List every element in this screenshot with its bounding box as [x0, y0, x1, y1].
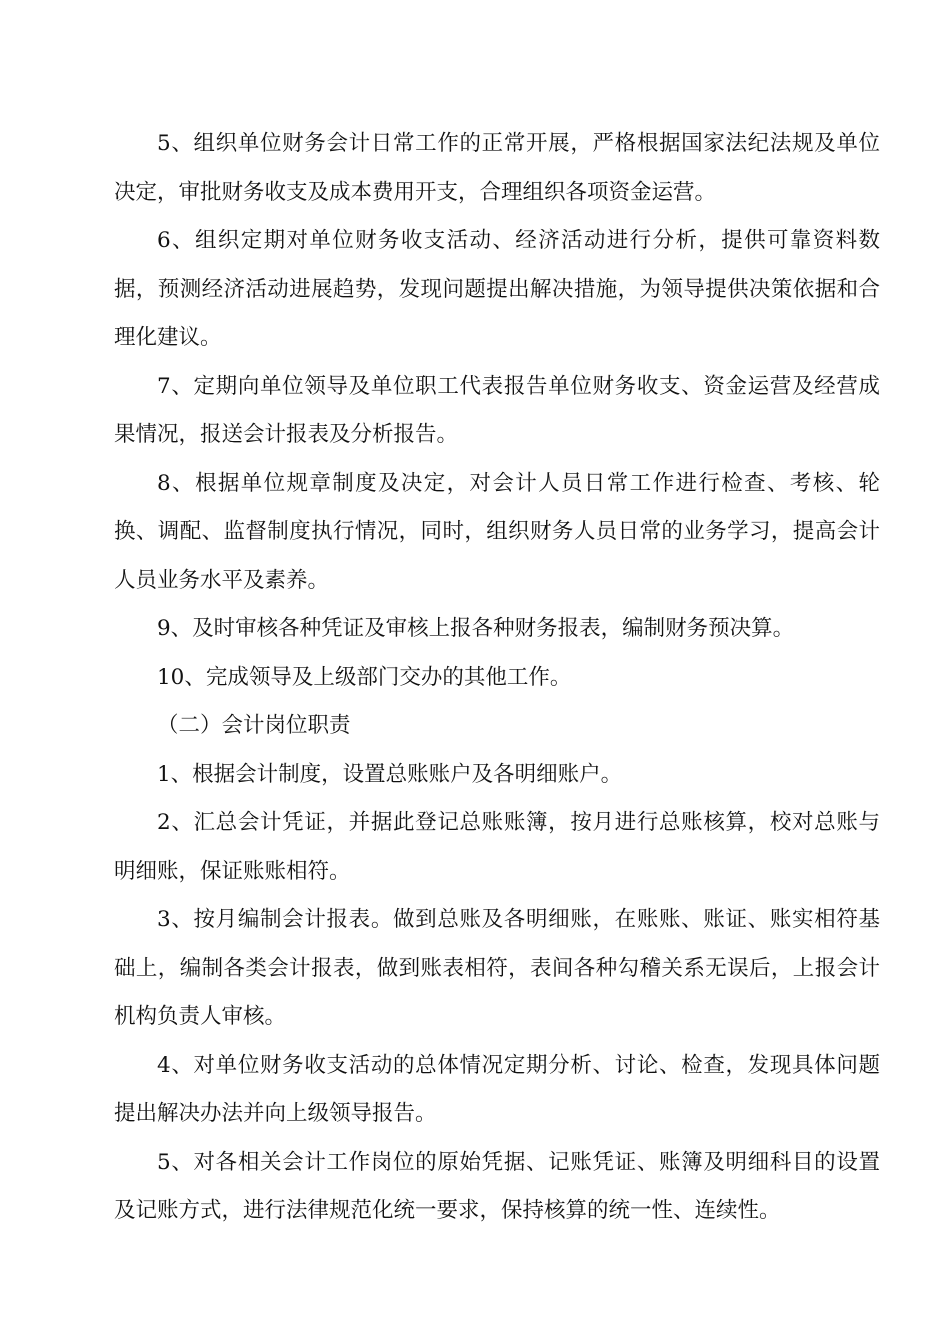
document-body — [114, 120, 880, 1236]
paragraph-finance-duty-8: 8、根据单位规章制度及决定，对会计人员日常工作进行检查、考核、轮换、调配、监督制度执行情况，同时，组织财务人员日常的业务学习，提高会计人员业务水平及素养。 — [114, 470, 880, 593]
paragraph-finance-duty-6: 6、组织定期对单位财务收支活动、经济活动进行分析，提供可靠资料数据，预测经济活动进展趋势，发现问题提出解决措施，为领导提供决策依据和合理化建议。 — [114, 228, 880, 350]
paragraph-accounting-duty-1: 1、根据会计制度，设置总账账户及各明细账户。 — [157, 761, 623, 787]
paragraph-finance-duty-10: 10、完成领导及上级部门交办的其他工作。 — [157, 664, 572, 690]
paragraph-accounting-duty-3: 3、按月编制会计报表。做到总账及各明细账，在账账、账证、账实相符基础上，编制各类会计报表，做到账表相符，表间各种勾稽关系无误后，上报会计机构负责人审核。 — [114, 907, 880, 1029]
paragraph-accounting-duty-5: 5、对各相关会计工作岗位的原始凭据、记账凭证、账簿及明细科目的设置及记账方式，进行法律规范化统一要求，保持核算的统一性、连续性。 — [114, 1149, 880, 1223]
paragraph-finance-duty-5: 5、组织单位财务会计日常工作的正常开展，严格根据国家法纪法规及单位决定，审批财务收支及成本费用开支，合理组织各项资金运营。 — [114, 131, 880, 205]
paragraph-finance-duty-7: 7、定期向单位领导及单位职工代表报告单位财务收支、资金运营及经营成果情况，报送会计报表及分析报告。 — [114, 373, 880, 447]
paragraph-accounting-duty-4: 4、对单位财务收支活动的总体情况定期分析、讨论、检查，发现具体问题提出解决办法并向上级领导报告。 — [114, 1052, 880, 1126]
paragraph-finance-duty-9: 9、及时审核各种凭证及审核上报各种财务报表，编制财务预决算。 — [157, 616, 795, 641]
section-heading-accounting-duties: （二）会计岗位职责 — [157, 713, 351, 738]
paragraph-accounting-duty-2: 2、汇总会计凭证，并据此登记总账账簿，按月进行总账核算，校对总账与明细账，保证账账相符。 — [114, 810, 880, 884]
